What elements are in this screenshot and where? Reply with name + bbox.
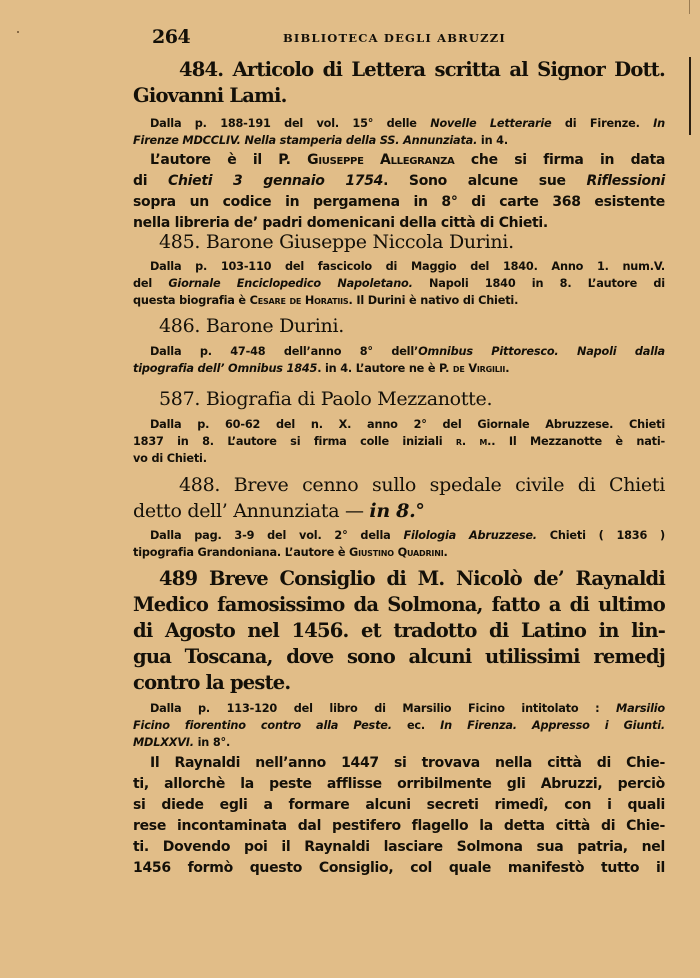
entry-title: 489 Breve Consiglio di M. Nicolò de’ Raynaldi Medico famosissimo da Solmona, fatto a di ultimo di Agosto nel 1456. et tradotto di Latino in lin- gua Toscana, dove sono alcuni utilissimi remedj contro la peste.: [133, 567, 665, 694]
scan-edge-mark: [689, 0, 690, 14]
entry-body: Il Raynaldi nell’anno 1447 si trovava nella città di Chie- ti, allorchè la peste afflisse orribilmente gli Abruzzi, perciò si diede egli a formare alcuni secreti rimedî, con i quali rese incontaminata dal pestifero flagello la detta città di Chie- ti. Dovendo poi il Raynaldi lasciare Solmona sua patria, nel 1456 formò questo Consiglio, col quale manifestò tutto il: [133, 755, 665, 876]
page-header: [133, 26, 665, 52]
entry-489: [133, 566, 665, 879]
entry-title: 486. Barone Durini.: [159, 315, 344, 337]
entry-486: [133, 313, 665, 377]
author-initials: r. m.: [455, 435, 492, 448]
entry-source: Dalla pag. 3-9 del vol. 2° della Filologia Abruzzese. Chieti ( 1836 ) tipografia Grandoniana. L’autore è Giustino Quadrini.: [133, 529, 665, 559]
page-edge-bar: [689, 57, 691, 135]
entry-485: [133, 229, 665, 309]
entry-488: [133, 472, 665, 561]
entry-587: [133, 386, 665, 467]
scan-speck: [17, 31, 19, 33]
entry-source: Dalla p. 113-120 del libro di Marsilio Ficino intitolato : Marsilio Ficino fiorentino contro alla Peste. ec. In Firenza. Appresso i Giunti. MDLXXVI. in 8°.: [133, 702, 665, 749]
entry-title: 587. Biografia di Paolo Mezzanotte.: [159, 388, 493, 410]
title-line: Giovanni Lami.: [133, 84, 287, 107]
entry-source: Dalla p. 103-110 del fascicolo di Maggio del 1840. Anno 1. num.V. del Giornale Enciclopedico Napoletano. Napoli 1840 in 8. L’autore di questa biografia è Cesare de Horatiis. Il Durini è nativo di Chieti.: [133, 260, 665, 307]
page-number: 264: [152, 26, 191, 48]
entry-title: 485. Barone Giuseppe Niccola Durini.: [159, 231, 514, 253]
entry-484: [133, 57, 665, 234]
entry-source: Dalla p. 188-191 del vol. 15° delle Novelle Letterarie di Firenze. In Firenze MDCCLIV. Nella stamperia della SS. Annunziata. in 4.: [133, 117, 665, 147]
entry-source: Dalla p. 60-62 del n. X. anno 2° del Giornale Abruzzese. Chieti 1837 in 8. L’autore si firma colle iniziali r. m.. Il Mezzanotte è nati- vo di Chieti.: [133, 418, 665, 465]
entry-source: Dalla p. 47-48 dell’anno 8° dell’Omnibus Pittoresco. Napoli dalla tipografia dell’ Omnibus 1845. in 4. L’autore ne è P. de Virgilii.: [133, 345, 665, 375]
entry-body: L’autore è il P. Giuseppe Allegranza che si firma in data di Chieti 3 gennaio 1754. Sono alcune sue Riflessioni sopra un codice in pergamena in 8° di carte 368 esistente nella libreria de’ padri domenicani della città di Chieti.: [133, 152, 665, 231]
entry-title: 488. Breve cenno sullo spedale civile di Chieti detto dell’ Annunziata — in 8.°: [133, 474, 665, 522]
running-head: BIBLIOTECA DEGLI ABRUZZI: [283, 31, 506, 45]
entry-title: [133, 57, 665, 109]
title-line: 484. Articolo di Lettera scritta al Signor Dott.: [179, 58, 665, 81]
